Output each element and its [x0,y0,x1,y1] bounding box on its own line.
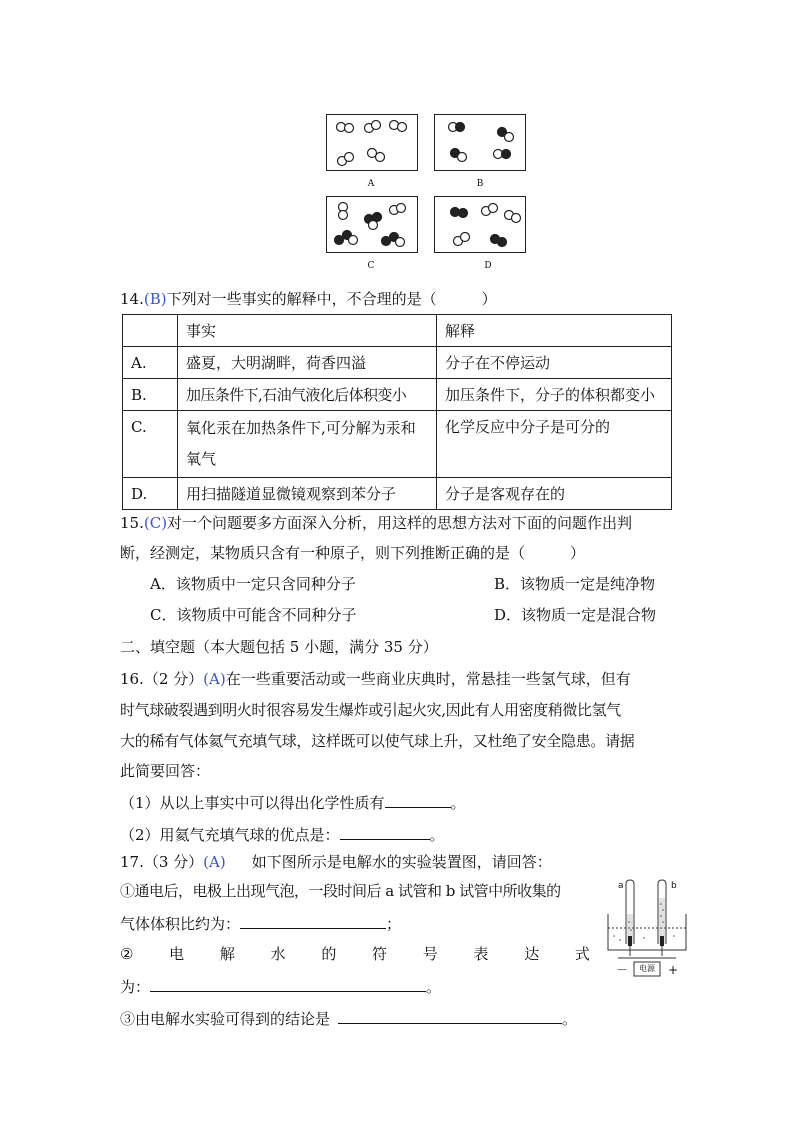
q16-line3: 大的稀有气体氦气充填气球，这样既可以使气球上升，又杜绝了安全隐患。请据 [120,732,635,750]
q15-option-d: D．该物质一定是混合物 [494,606,657,624]
q14-number: 14. [120,290,144,308]
q14-tag: (B) [143,290,167,308]
q16-tag: (A) [203,670,226,688]
q15-option-c: C．该物质中可能含不同种分子 [150,606,357,624]
q15-option-a: A．该物质中一定只含同种分子 [150,575,356,593]
table-header-row [123,315,672,347]
q15-stem-line1 [120,513,632,533]
q14-stem [120,289,497,309]
table-cell-fact: 加压条件下,石油气液化后体积变小 [178,379,437,411]
panel-label-b: B [476,179,484,189]
table-cell-explain: 加压条件下，分子的体积都变小 [437,379,672,411]
q17-item2-char: 表 [473,945,489,963]
plus-sign: + [668,963,679,977]
table-row [123,379,672,411]
q16-number: 16. [120,670,144,688]
tube-b-label: b [671,881,677,891]
q16-sub2 [120,824,445,845]
q17-item2-char: 的 [321,945,337,963]
q17-stem [120,852,552,872]
q17-item3-text: ③由电解水实验可得到的结论是 [120,1010,331,1028]
panel-d-molecules [435,197,525,252]
q15-stem-line2: 断，经测定，某物质只含有一种原子，则下列推断正确的是（ ） [120,544,586,562]
answer-blank[interactable] [338,1008,562,1024]
q15-tag: (C) [143,514,168,532]
q17-score: （3 分） [143,853,204,871]
q17-tag: (A) [203,853,226,871]
power-supply-label: 电源 [639,964,655,973]
table-cell-option: C. [123,411,178,478]
q16-line4: 此简要回答： [120,762,211,780]
q16-sub2-end: 。 [429,826,445,844]
figure-panel-c [326,196,418,253]
q17-number: 17. [120,853,144,871]
q15-text-1: 对一个问题要多方面深入分析，用这样的思想方法对下面的问题作出判 [167,514,633,532]
q16-score: （2 分） [143,670,204,688]
section-heading: 二、填空题（本大题包括 5 小题，满分 35 分） [120,638,438,656]
q15-option-b: B．该物质一定是纯净物 [494,575,656,593]
table-cell-option: B. [123,379,178,411]
q16-line1 [120,669,631,689]
q17-item2-char: ② [120,945,134,963]
minus-sign: － [616,963,629,977]
q17-item1-line1: ①通电后，电极上出现气泡，一段时间后 a 试管和 b 试管中所收集的 [120,882,561,900]
q17-item3 [120,1008,577,1029]
q17-item2-char: 解 [219,945,235,963]
table-cell-explain: 分子在不停运动 [437,347,672,379]
q17-item1-text: 气体体积比约为： [120,915,241,933]
panel-c-molecules [327,197,417,252]
figure-panel-a [326,114,418,171]
q15-number: 15. [120,514,144,532]
electrolysis-apparatus [604,878,690,982]
q16-line2: 时气球破裂遇到明火时很容易发生爆炸或引起火灾,因此有人用密度稍微比氢气 [120,701,621,719]
table-row [123,478,672,510]
figure-panel-b [434,114,526,171]
table-row [123,347,672,379]
table-cell-fact: 用扫描隧道显微镜观察到苯分子 [178,478,437,510]
table-cell-explain: 化学反应中分子是可分的 [437,411,672,478]
q17-item1-line2 [120,913,401,934]
q17-item2-text: 为： [120,978,151,996]
q17-item2-char: 式 [574,945,590,963]
q17-item2-line1 [120,944,590,964]
table-cell-fact: 氧化汞在加热条件下,可分解为汞和氧气 [178,411,437,478]
q16-sub1-text: （1）从以上事实中可以得出化学性质有 [120,794,385,812]
q14-text: 下列对一些事实的解释中，不合理的是（ ） [166,290,497,308]
q14-table [122,314,672,510]
panel-a-molecules [327,115,417,170]
table-cell-fact: 盛夏，大明湖畔，荷香四溢 [178,347,437,379]
panel-label-c: C [367,261,375,271]
answer-blank[interactable] [385,792,451,808]
table-cell-option: D. [123,478,178,510]
q17-text: 如下图所示是电解水的实验装置图，请回答： [251,853,552,871]
q17-item2-char: 符 [372,945,388,963]
table-cell-explain: 分子是客观存在的 [437,478,672,510]
panel-label-a: A [367,179,375,189]
table-row [123,411,672,478]
q17-item2-char: 电 [169,945,185,963]
panel-label-d: D [484,261,492,271]
q17-item2-char: 水 [270,945,286,963]
table-header-explain: 解释 [437,315,672,347]
answer-blank[interactable] [340,824,430,840]
answer-blank[interactable] [150,976,426,992]
q16-sub1-end: 。 [450,794,466,812]
q17-item2-end: 。 [426,978,442,996]
q17-item2-line2 [120,976,441,997]
q17-item2-char: 号 [422,945,438,963]
q16-text-1: 在一些重要活动或一些商业庆典时，常悬挂一些氢气球，但有 [225,670,631,688]
figure-panel-d [434,196,526,253]
panel-b-molecules [435,115,525,170]
q16-sub2-text: （2）用氦气充填气球的优点是： [120,826,340,844]
q16-sub1 [120,792,466,813]
q17-item2-char: 达 [524,945,540,963]
q17-item1-end: ； [386,915,402,933]
tube-a-label: a [618,881,624,891]
table-header-cell [123,315,178,347]
q17-item3-end: 。 [562,1010,578,1028]
answer-blank[interactable] [240,913,386,929]
table-header-fact: 事实 [178,315,437,347]
table-cell-option: A. [123,347,178,379]
